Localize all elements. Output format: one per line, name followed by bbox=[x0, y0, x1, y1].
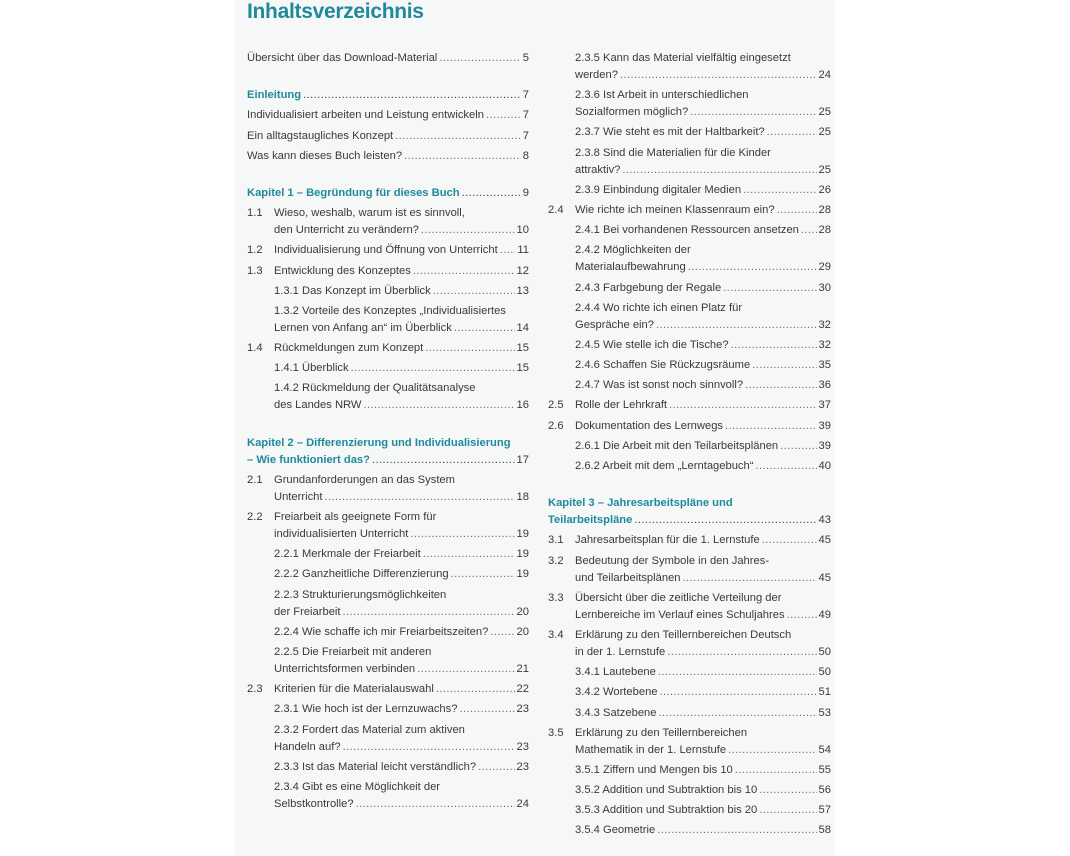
toc-page-number: 17 bbox=[516, 453, 529, 466]
toc-dot-leader bbox=[752, 357, 816, 374]
toc-entry-title: 3.5.3 Addition und Subtraktion bis 20 bbox=[575, 804, 758, 817]
toc-entry[interactable] bbox=[548, 458, 831, 475]
toc-entry-title: der Freiarbeit bbox=[274, 605, 341, 618]
toc-entry-number: 2.6 bbox=[548, 419, 564, 432]
toc-chapter-entry[interactable] bbox=[548, 495, 831, 529]
toc-entry-title: 2.2.5 Die Freiarbeit mit anderen bbox=[274, 645, 432, 658]
toc-entry-title: 1.4.1 Überblick bbox=[274, 362, 349, 375]
toc-entry-title: 1.4.2 Rückmeldung der Qualitätsanalyse bbox=[274, 382, 476, 395]
toc-entry-title: Dokumentation des Lernwegs bbox=[575, 419, 724, 432]
toc-entry[interactable] bbox=[548, 50, 831, 84]
toc-page-number: 20 bbox=[516, 605, 529, 618]
toc-entry[interactable] bbox=[548, 337, 831, 354]
toc-entry[interactable] bbox=[247, 242, 529, 259]
toc-page-number: 50 bbox=[818, 645, 831, 658]
toc-entry-title: 2.4.2 Möglichkeiten der bbox=[575, 244, 691, 257]
toc-entry-number: 3.3 bbox=[548, 591, 564, 604]
toc-dot-leader bbox=[462, 185, 521, 202]
toc-entry-title: in der 1. Lernstufe bbox=[575, 645, 666, 658]
toc-page-number: 8 bbox=[522, 149, 529, 162]
toc-dot-leader bbox=[451, 566, 515, 583]
toc-page-number: 23 bbox=[516, 760, 529, 773]
toc-page-number: 7 bbox=[522, 89, 529, 102]
toc-dot-leader bbox=[325, 489, 515, 506]
toc-page-number: 25 bbox=[818, 126, 831, 139]
toc-entry-title: 2.2.3 Strukturierungsmöglichkeiten bbox=[274, 588, 447, 601]
toc-page-number: 18 bbox=[516, 490, 529, 503]
toc-entry[interactable] bbox=[247, 472, 529, 506]
toc-page-number: 49 bbox=[818, 608, 831, 621]
toc-dot-leader bbox=[780, 438, 816, 455]
toc-entry[interactable] bbox=[247, 380, 529, 414]
toc-entry-number: 2.1 bbox=[247, 473, 263, 486]
toc-dot-leader bbox=[656, 317, 817, 334]
toc-page-number: 15 bbox=[516, 362, 529, 375]
toc-page-number: 19 bbox=[516, 528, 529, 540]
toc-chapter-entry[interactable] bbox=[247, 435, 529, 469]
toc-entry-title: Übersicht über die zeitliche Verteilung der bbox=[575, 591, 782, 604]
toc-entry-title: attraktiv? bbox=[575, 163, 621, 176]
toc-entry-number: 2.3 bbox=[247, 683, 263, 696]
toc-entry-title: 1.3.2 Vorteile des Konzeptes „Individualisiertes bbox=[274, 304, 506, 317]
toc-page-number: 36 bbox=[818, 379, 831, 392]
toc-entry-title: 2.2.1 Merkmale der Freiarbeit bbox=[274, 548, 421, 561]
toc-entry[interactable] bbox=[548, 705, 831, 722]
toc-page-number: 12 bbox=[516, 264, 529, 277]
toc-page-number: 22 bbox=[516, 683, 529, 696]
toc-entry-title: Wie richte ich meinen Klassenraum ein? bbox=[575, 203, 775, 216]
toc-entry-title: 2.6.1 Die Arbeit mit den Teilarbeitsplänen bbox=[575, 439, 779, 452]
toc-page-number: 19 bbox=[516, 548, 529, 561]
toc-dot-leader bbox=[436, 681, 515, 698]
toc-dot-leader bbox=[620, 67, 817, 84]
toc-entry[interactable] bbox=[247, 587, 529, 621]
toc-dot-leader bbox=[423, 546, 515, 563]
toc-entry-title: werden? bbox=[575, 69, 618, 81]
toc-page-number: 21 bbox=[516, 662, 529, 675]
toc-dot-leader bbox=[728, 742, 816, 759]
toc-column-left bbox=[247, 50, 529, 816]
toc-page-number: 25 bbox=[818, 106, 831, 119]
toc-page-number: 45 bbox=[818, 571, 831, 584]
toc-page-number: 10 bbox=[516, 224, 529, 237]
toc-entry-title: Unterricht bbox=[274, 490, 323, 503]
toc-entry-title: 2.2.4 Wie schaffe ich mir Freiarbeitszeiten? bbox=[274, 625, 489, 638]
toc-dot-leader bbox=[622, 162, 816, 179]
toc-entry-title: Teilarbeitspläne bbox=[548, 514, 633, 527]
toc-entry[interactable] bbox=[548, 124, 831, 141]
toc-page-number: 28 bbox=[818, 224, 831, 237]
toc-entry-title: Handeln auf? bbox=[274, 740, 341, 753]
toc-dot-leader bbox=[767, 124, 817, 141]
toc-entry[interactable] bbox=[548, 782, 831, 799]
toc-dot-leader bbox=[735, 762, 817, 779]
toc-entry[interactable] bbox=[548, 418, 831, 435]
toc-entry-title: 2.3.7 Wie steht es mit der Haltbarkeit? bbox=[575, 126, 765, 139]
toc-entry-title: Erklärung zu den Teillernbereichen Deutsch bbox=[575, 628, 792, 641]
toc-dot-leader bbox=[801, 222, 817, 239]
toc-entry-title: und Teilarbeitsplänen bbox=[575, 571, 681, 584]
toc-page-number: 58 bbox=[818, 824, 831, 837]
toc-entry[interactable] bbox=[247, 205, 529, 239]
toc-entry[interactable] bbox=[548, 222, 831, 239]
toc-entry[interactable] bbox=[548, 397, 831, 414]
toc-entry[interactable] bbox=[548, 280, 831, 297]
toc-page-number: 50 bbox=[818, 666, 831, 679]
toc-entry[interactable] bbox=[548, 590, 831, 624]
toc-dot-leader bbox=[410, 526, 514, 543]
toc-entry-title: 2.4.3 Farbgebung der Regale bbox=[575, 281, 722, 294]
toc-entry[interactable] bbox=[548, 664, 831, 681]
toc-entry[interactable] bbox=[548, 377, 831, 394]
toc-entry[interactable] bbox=[247, 340, 529, 357]
toc-entry-number: 1.4 bbox=[247, 342, 263, 355]
toc-entry-title: Freiarbeit als geeignete Form für bbox=[274, 511, 437, 523]
toc-entry-title: 2.3.6 Ist Arbeit in unterschiedlichen bbox=[575, 89, 749, 102]
toc-page-number: 26 bbox=[818, 183, 831, 196]
toc-dot-leader bbox=[421, 222, 515, 239]
toc-entry-title: des Landes NRW bbox=[274, 399, 362, 412]
toc-entry-title: Selbstkontrolle? bbox=[274, 797, 354, 810]
toc-entry[interactable] bbox=[247, 759, 529, 776]
toc-page-number: 24 bbox=[818, 69, 831, 81]
toc-dot-leader bbox=[657, 822, 816, 839]
toc-page-number: 57 bbox=[818, 804, 831, 817]
toc-dot-leader bbox=[490, 624, 514, 641]
toc-entry[interactable] bbox=[247, 303, 529, 337]
toc-entry-title: 3.5.1 Ziffern und Mengen bis 10 bbox=[575, 763, 733, 776]
page-title: Inhaltsverzeichnis bbox=[247, 0, 424, 23]
toc-entry-title: Was kann dieses Buch leisten? bbox=[247, 149, 403, 162]
toc-entry-title: Rückmeldungen zum Konzept bbox=[274, 342, 424, 355]
toc-entry[interactable] bbox=[247, 128, 529, 145]
toc-dot-leader bbox=[667, 644, 816, 661]
toc-entry[interactable] bbox=[247, 263, 529, 280]
toc-page-number: 45 bbox=[818, 534, 831, 547]
toc-page-number: 25 bbox=[818, 163, 831, 176]
toc-entry-number: 1.2 bbox=[247, 244, 263, 257]
toc-dot-leader bbox=[690, 104, 816, 121]
toc-page-number: 11 bbox=[517, 244, 529, 257]
toc-dot-leader bbox=[743, 182, 816, 199]
toc-page-number: 32 bbox=[818, 318, 831, 331]
toc-entry-title: Rolle der Lehrkraft bbox=[575, 399, 668, 412]
toc-dot-leader bbox=[413, 263, 515, 280]
toc-entry-title: Individualisiert arbeiten und Leistung entwickeln bbox=[247, 109, 484, 122]
toc-entry-title: 2.3.8 Sind die Materialien für die Kinder bbox=[575, 146, 771, 159]
toc-page-number: 35 bbox=[818, 359, 831, 372]
toc-page-number: 53 bbox=[818, 706, 831, 719]
toc-dot-leader bbox=[303, 87, 521, 104]
toc-dot-leader bbox=[439, 50, 520, 67]
toc-entry-number: 2.4 bbox=[548, 203, 564, 216]
toc-entry[interactable] bbox=[247, 681, 529, 698]
toc-entry-title: Kapitel 3 – Jahresarbeitspläne und bbox=[548, 497, 733, 510]
toc-entry-title: Einleitung bbox=[247, 89, 302, 102]
toc-entry[interactable] bbox=[548, 802, 831, 819]
toc-entry-title: Ein alltagstaugliches Konzept bbox=[247, 129, 394, 142]
toc-dot-leader bbox=[395, 128, 521, 145]
toc-entry[interactable] bbox=[548, 300, 831, 334]
toc-dot-leader bbox=[417, 661, 514, 678]
toc-entry-title: 2.4.6 Schaffen Sie Rückzugsräume bbox=[575, 359, 751, 372]
toc-dot-leader bbox=[478, 759, 514, 776]
toc-entry-title: Sozialformen möglich? bbox=[575, 106, 689, 119]
toc-dot-leader bbox=[755, 458, 816, 475]
toc-page-number: 28 bbox=[818, 203, 831, 216]
toc-entry-title: 2.3.3 Ist das Material leicht verständlich? bbox=[274, 760, 477, 773]
toc-entry-title: 2.3.9 Einbindung digitaler Medien bbox=[575, 183, 742, 196]
toc-entry-title: 2.4.5 Wie stelle ich die Tische? bbox=[575, 338, 729, 351]
toc-page-number: 9 bbox=[522, 186, 529, 199]
toc-dot-leader bbox=[659, 705, 817, 722]
toc-dot-leader bbox=[500, 242, 516, 259]
toc-dot-leader bbox=[759, 802, 816, 819]
toc-page-number: 7 bbox=[522, 129, 529, 142]
section-gap bbox=[247, 168, 529, 185]
toc-page-number: 40 bbox=[818, 460, 831, 472]
toc-entry[interactable] bbox=[247, 546, 529, 563]
toc-entry-title: 2.4.1 Bei vorhandenen Ressourcen ansetzen bbox=[575, 224, 799, 237]
toc-page-number: 23 bbox=[516, 703, 529, 716]
toc-dot-leader bbox=[759, 782, 816, 799]
toc-entry-title: Jahresarbeitsplan für die 1. Lernstufe bbox=[575, 534, 760, 547]
toc-entry-title: individualisierten Unterricht bbox=[274, 528, 409, 540]
toc-dot-leader bbox=[486, 107, 521, 124]
toc-entry-title: Unterrichtsformen verbinden bbox=[274, 662, 416, 675]
toc-entry-title: 3.4.1 Lautebene bbox=[575, 666, 656, 679]
toc-entry[interactable] bbox=[548, 762, 831, 779]
toc-entry-title: 2.3.2 Fordert das Material zum aktiven bbox=[274, 723, 465, 736]
toc-entry[interactable] bbox=[247, 779, 529, 813]
toc-entry[interactable] bbox=[247, 283, 529, 300]
toc-page-number: 37 bbox=[818, 399, 831, 412]
toc-entry-title: Grundanforderungen an das System bbox=[274, 473, 455, 486]
toc-dot-leader bbox=[343, 604, 515, 621]
toc-dot-leader bbox=[356, 796, 515, 813]
toc-dot-leader bbox=[683, 570, 817, 587]
toc-entry[interactable] bbox=[548, 357, 831, 374]
toc-entry-title: Erklärung zu den Teillernbereichen bbox=[575, 726, 748, 739]
toc-entry[interactable] bbox=[247, 701, 529, 718]
toc-dot-leader bbox=[723, 280, 816, 297]
toc-entry[interactable] bbox=[247, 50, 529, 67]
toc-dot-leader bbox=[745, 377, 816, 394]
toc-entry-number: 3.5 bbox=[548, 726, 564, 739]
toc-entry-title: den Unterricht zu verändern? bbox=[274, 224, 419, 237]
toc-dot-leader bbox=[731, 337, 817, 354]
toc-entry[interactable] bbox=[548, 182, 831, 199]
toc-entry-title: Mathematik in der 1. Lernstufe bbox=[575, 743, 727, 756]
toc-entry-number: 2.5 bbox=[548, 399, 564, 412]
toc-entry-number: 3.1 bbox=[548, 534, 564, 547]
toc-chapter-entry[interactable] bbox=[247, 87, 529, 104]
toc-entry-title: 2.3.5 Kann das Material vielfältig eingesetzt bbox=[575, 52, 791, 64]
toc-entry-title: Lernen von Anfang an“ im Überblick bbox=[274, 321, 452, 334]
toc-entry[interactable] bbox=[548, 725, 831, 759]
toc-dot-leader bbox=[688, 259, 817, 276]
toc-entry[interactable] bbox=[247, 644, 529, 678]
toc-dot-leader bbox=[459, 701, 514, 718]
toc-page-number: 20 bbox=[516, 625, 529, 638]
toc-entry[interactable] bbox=[247, 566, 529, 583]
toc-entry-number: 1.3 bbox=[247, 264, 263, 277]
toc-dot-leader bbox=[454, 320, 515, 337]
toc-entry-number: 2.2 bbox=[247, 511, 263, 523]
toc-dot-leader bbox=[725, 418, 817, 435]
section-gap bbox=[247, 418, 529, 435]
toc-entry-number: 1.1 bbox=[247, 207, 263, 220]
toc-entry[interactable] bbox=[548, 553, 831, 587]
toc-entry[interactable] bbox=[548, 438, 831, 455]
toc-entry[interactable] bbox=[247, 360, 529, 377]
toc-entry-title: 3.4.2 Wortebene bbox=[575, 686, 658, 699]
toc-entry-title: Lernbereiche im Verlauf eines Schuljahres bbox=[575, 608, 785, 621]
toc-entry-title: Kapitel 1 – Begründung für dieses Buch bbox=[247, 186, 460, 199]
toc-dot-leader bbox=[634, 512, 816, 529]
toc-entry-title: Kapitel 2 – Differenzierung und Individualisierung bbox=[247, 436, 511, 449]
toc-dot-leader bbox=[363, 397, 514, 414]
toc-dot-leader bbox=[343, 739, 515, 756]
toc-column-right bbox=[548, 50, 831, 843]
toc-dot-leader bbox=[404, 148, 521, 165]
toc-dot-leader bbox=[658, 664, 817, 681]
toc-page-number: 13 bbox=[516, 284, 529, 297]
toc-entry[interactable] bbox=[247, 107, 529, 124]
toc-entry-title: Entwicklung des Konzeptes bbox=[274, 264, 411, 277]
toc-entry[interactable] bbox=[247, 722, 529, 756]
toc-entry[interactable] bbox=[548, 87, 831, 121]
toc-entry[interactable] bbox=[548, 532, 831, 549]
toc-page-number: 29 bbox=[818, 261, 831, 274]
toc-entry-title: 1.3.1 Das Konzept im Überblick bbox=[274, 284, 431, 297]
toc-entry-title: 2.2.2 Ganzheitliche Differenzierung bbox=[274, 568, 449, 581]
toc-entry[interactable] bbox=[247, 624, 529, 641]
toc-dot-leader bbox=[660, 684, 817, 701]
toc-entry[interactable] bbox=[247, 509, 529, 543]
toc-entry[interactable] bbox=[548, 202, 831, 219]
toc-entry-title: Wieso, weshalb, warum ist es sinnvoll, bbox=[274, 207, 465, 220]
toc-entry-title: Übersicht über das Download-Material bbox=[247, 52, 438, 64]
toc-page-number: 24 bbox=[516, 797, 529, 810]
toc-page-number: 19 bbox=[516, 568, 529, 581]
toc-page-number: 15 bbox=[516, 342, 529, 355]
toc-page-number: 16 bbox=[516, 399, 529, 412]
toc-dot-leader bbox=[351, 360, 515, 377]
section-gap bbox=[548, 478, 831, 495]
toc-entry-title: 3.5.4 Geometrie bbox=[575, 824, 656, 837]
toc-entry-title: 2.4.4 Wo richte ich einen Platz für bbox=[575, 301, 743, 314]
toc-dot-leader bbox=[425, 340, 514, 357]
toc-entry[interactable] bbox=[548, 684, 831, 701]
toc-entry-title: 2.3.4 Gibt es eine Möglichkeit der bbox=[274, 780, 441, 793]
toc-entry[interactable] bbox=[548, 822, 831, 839]
toc-entry-title: 2.4.7 Was ist sonst noch sinnvoll? bbox=[575, 379, 744, 392]
toc-page-number: 39 bbox=[818, 419, 831, 432]
toc-dot-leader bbox=[787, 607, 817, 624]
toc-page-number: 23 bbox=[516, 740, 529, 753]
toc-page-number: 30 bbox=[818, 281, 831, 294]
toc-entry[interactable] bbox=[548, 242, 831, 276]
toc-entry[interactable] bbox=[548, 145, 831, 179]
toc-dot-leader bbox=[777, 202, 817, 219]
toc-page-number: 32 bbox=[818, 338, 831, 351]
toc-entry-title: 3.5.2 Addition und Subtraktion bis 10 bbox=[575, 784, 758, 797]
toc-entry-title: Gespräche ein? bbox=[575, 318, 654, 331]
toc-page-number: 14 bbox=[516, 321, 529, 334]
toc-entry[interactable] bbox=[548, 627, 831, 661]
toc-entry-title: Bedeutung der Symbole in den Jahres- bbox=[575, 554, 770, 567]
toc-dot-leader bbox=[762, 532, 817, 549]
toc-page-number: 56 bbox=[818, 784, 831, 797]
toc-page-number: 51 bbox=[818, 686, 831, 699]
toc-page-number: 43 bbox=[818, 514, 831, 527]
toc-page-number: 5 bbox=[522, 52, 529, 64]
section-gap bbox=[247, 70, 529, 87]
toc-entry-title: 3.4.3 Satzebene bbox=[575, 706, 657, 719]
toc-page-number: 39 bbox=[818, 439, 831, 452]
toc-dot-leader bbox=[372, 452, 515, 469]
toc-entry-title: – Wie funktioniert das? bbox=[247, 453, 370, 466]
toc-entry-title: Kriterien für die Materialauswahl bbox=[274, 683, 434, 696]
toc-entry[interactable] bbox=[247, 148, 529, 165]
toc-dot-leader bbox=[433, 283, 515, 300]
toc-entry-title: 2.6.2 Arbeit mit dem „Lerntagebuch“ bbox=[575, 460, 754, 472]
toc-entry-title: Materialaufbewahrung bbox=[575, 261, 686, 274]
toc-page-number: 55 bbox=[818, 763, 831, 776]
toc-entry-title: 2.3.1 Wie hoch ist der Lernzuwachs? bbox=[274, 703, 458, 716]
toc-entry-number: 3.2 bbox=[548, 554, 564, 567]
toc-page-number: 7 bbox=[522, 109, 529, 122]
toc-entry-number: 3.4 bbox=[548, 628, 564, 641]
toc-chapter-entry[interactable] bbox=[247, 185, 529, 202]
toc-entry-title: Individualisierung und Öffnung von Unterricht bbox=[274, 244, 498, 257]
toc-dot-leader bbox=[669, 397, 817, 414]
toc-page-number: 54 bbox=[818, 743, 831, 756]
